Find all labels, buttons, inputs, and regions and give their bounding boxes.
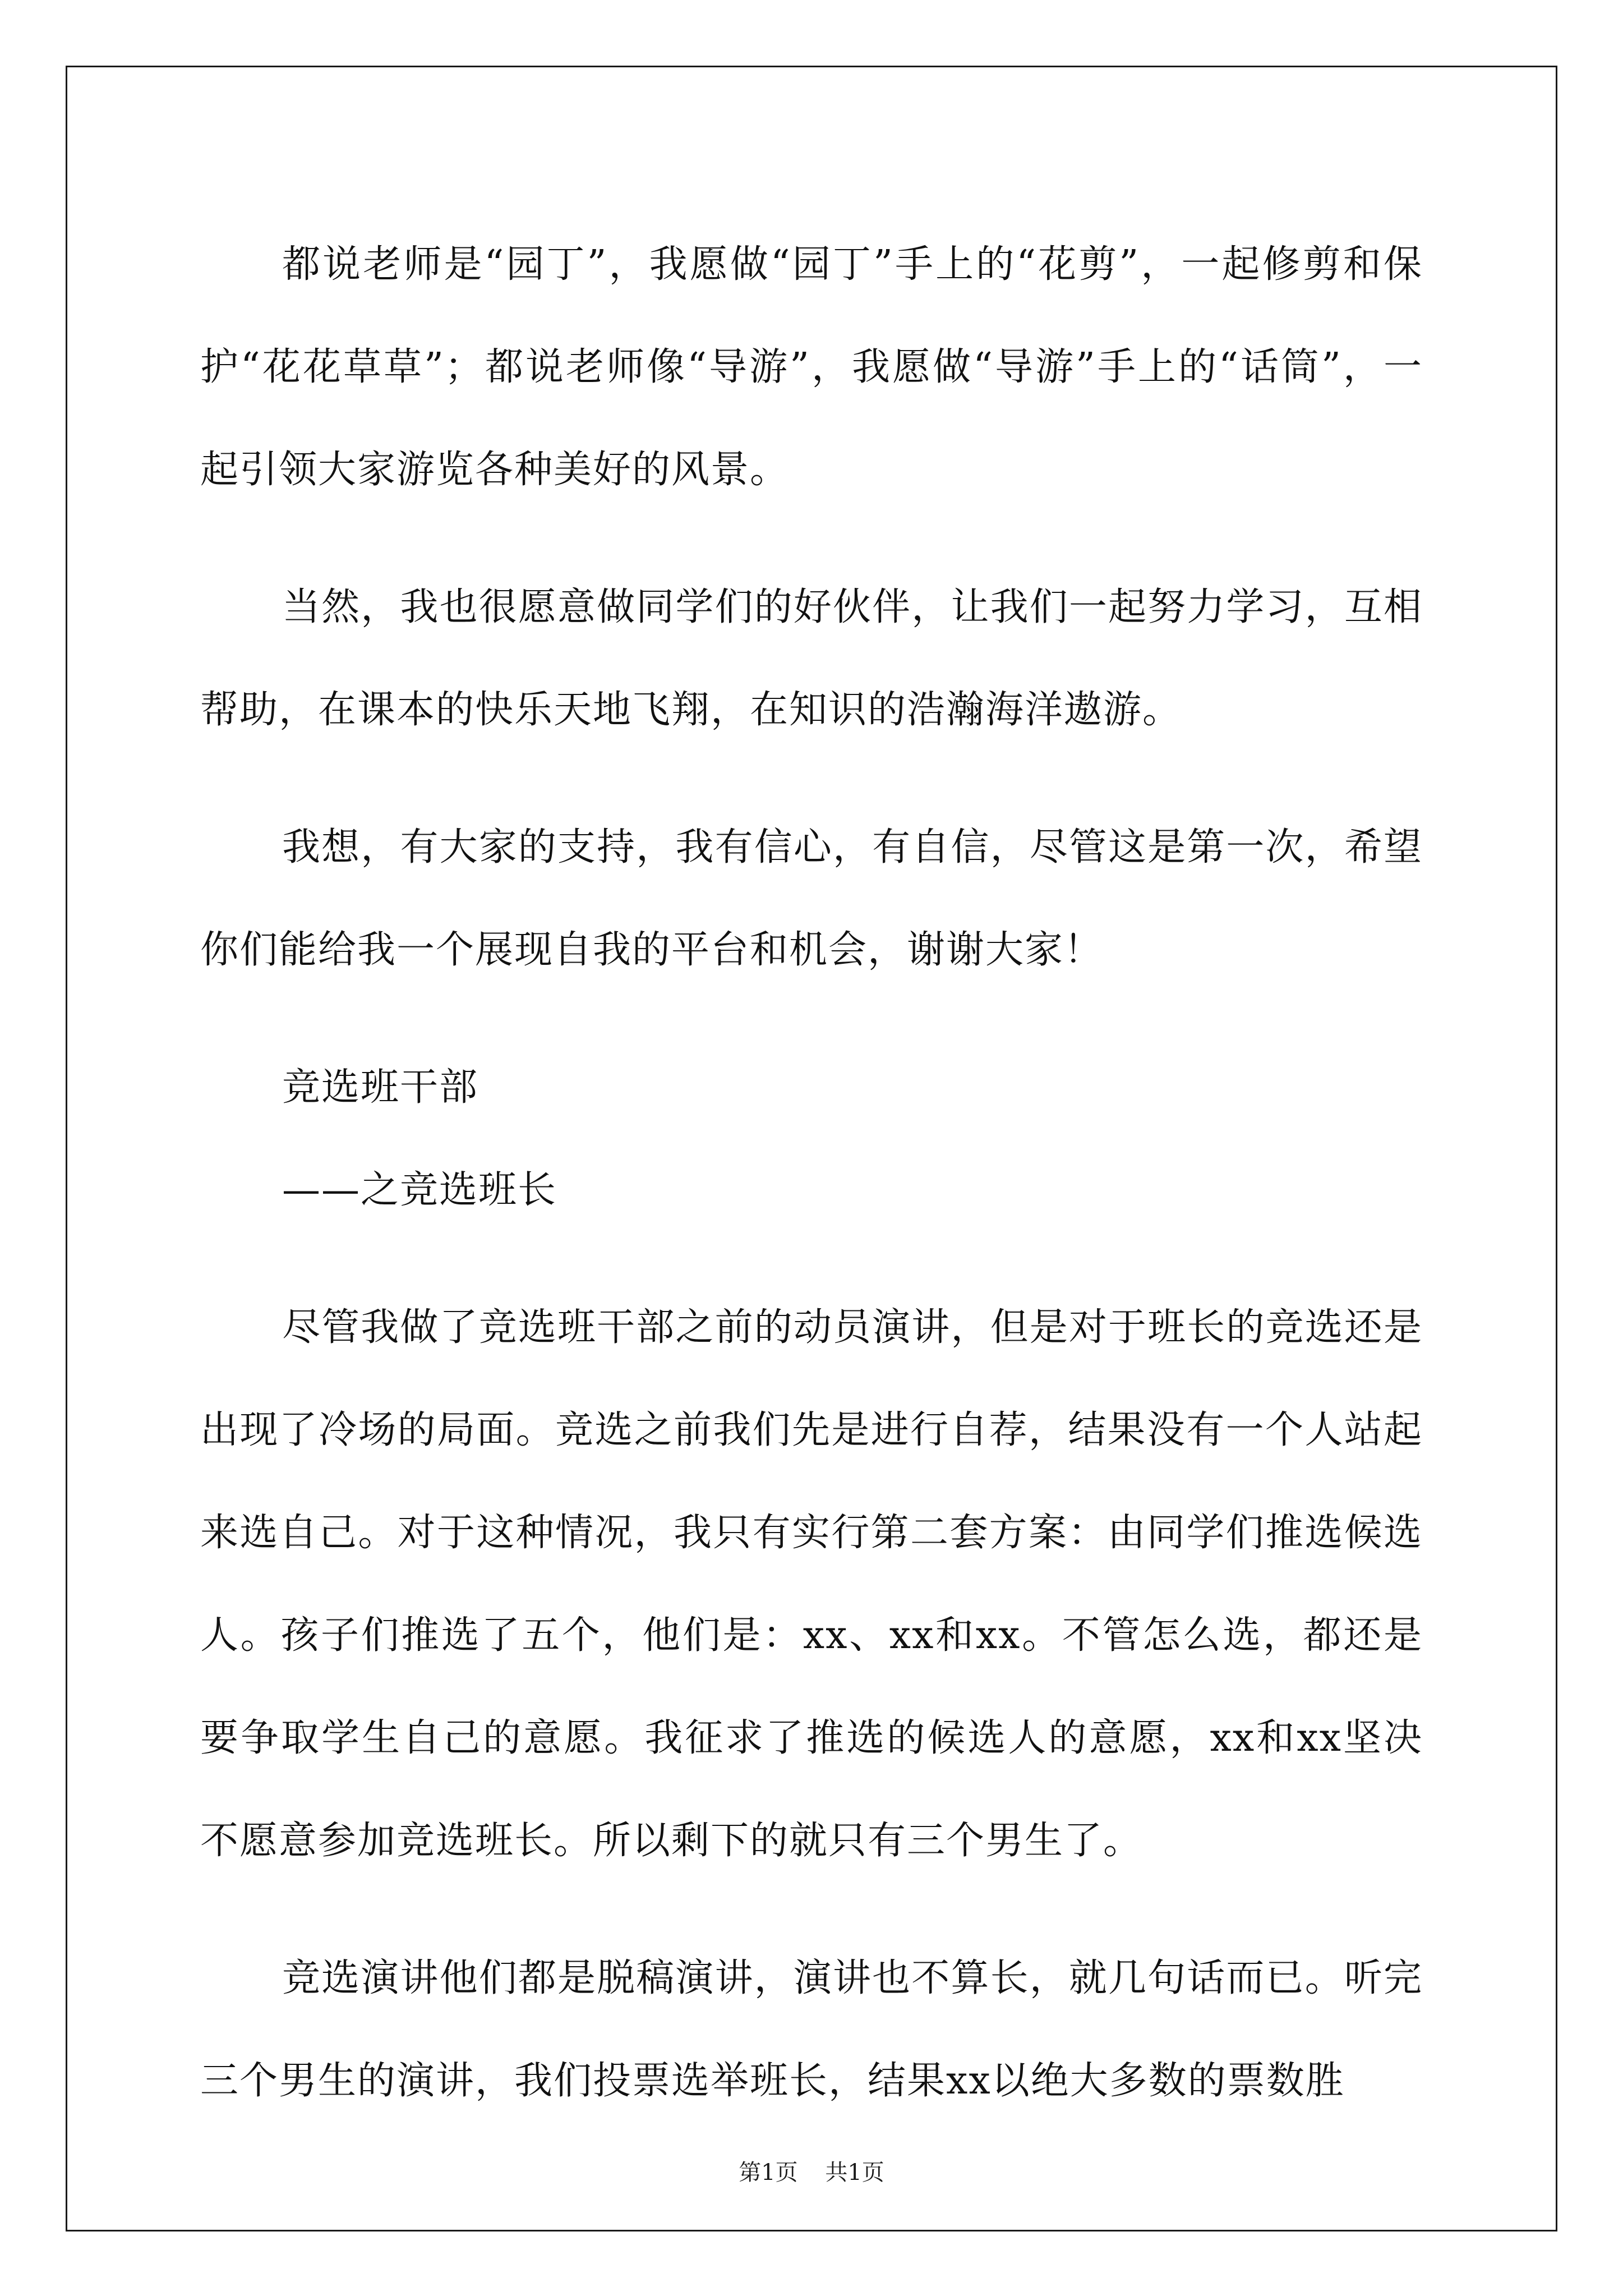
document-body xyxy=(200,213,1423,2167)
paragraph: 竞选演讲他们都是脱稿演讲，演讲也不算长，就几句话而已。听完三个男生的演讲，我们投票选举班长，结果xx以绝大多数的票数胜 xyxy=(200,1956,1423,2103)
page-total: 共1页 xyxy=(825,2160,884,2185)
paragraph: 都说老师是“园丁”，我愿做“园丁”手上的“花剪”，一起修剪和保护“花花草草”；都说老师像“导游”，我愿做“导游”手上的“话筒”，一起引领大家游览各种美好的风景。 xyxy=(200,242,1423,492)
page-number: 第1页 xyxy=(739,2160,798,2185)
paragraph: 我想，有大家的支持，我有信心，有自信，尽管这是第一次，希望你们能给我一个展现自我的平台和机会，谢谢大家！ xyxy=(200,825,1423,972)
section-title: 竞选班干部 xyxy=(282,1065,479,1110)
page-footer xyxy=(0,2156,1623,2189)
section-subtitle: ——之竞选班长 xyxy=(282,1168,557,1212)
paragraph: 当然，我也很愿意做同学们的好伙伴，让我们一起努力学习，互相帮助，在课本的快乐天地飞翔，在知识的浩瀚海洋遨游。 xyxy=(200,585,1423,732)
paragraph: 尽管我做了竞选班干部之前的动员演讲，但是对于班长的竞选还是出现了冷场的局面。竞选之前我们先是进行自荐，结果没有一个人站起来选自己。对于这种情况，我只有实行第二套方案：由同学们推选候选人。孩子们推选了五个，他们是：xx、xx和xx。不管怎么选，都还是要争取学生自己的意愿。我征求了推选的候选人的意愿，xx和xx坚决不愿意参加竞选班长。所以剩下的就只有三个男生了。 xyxy=(200,1305,1423,1863)
